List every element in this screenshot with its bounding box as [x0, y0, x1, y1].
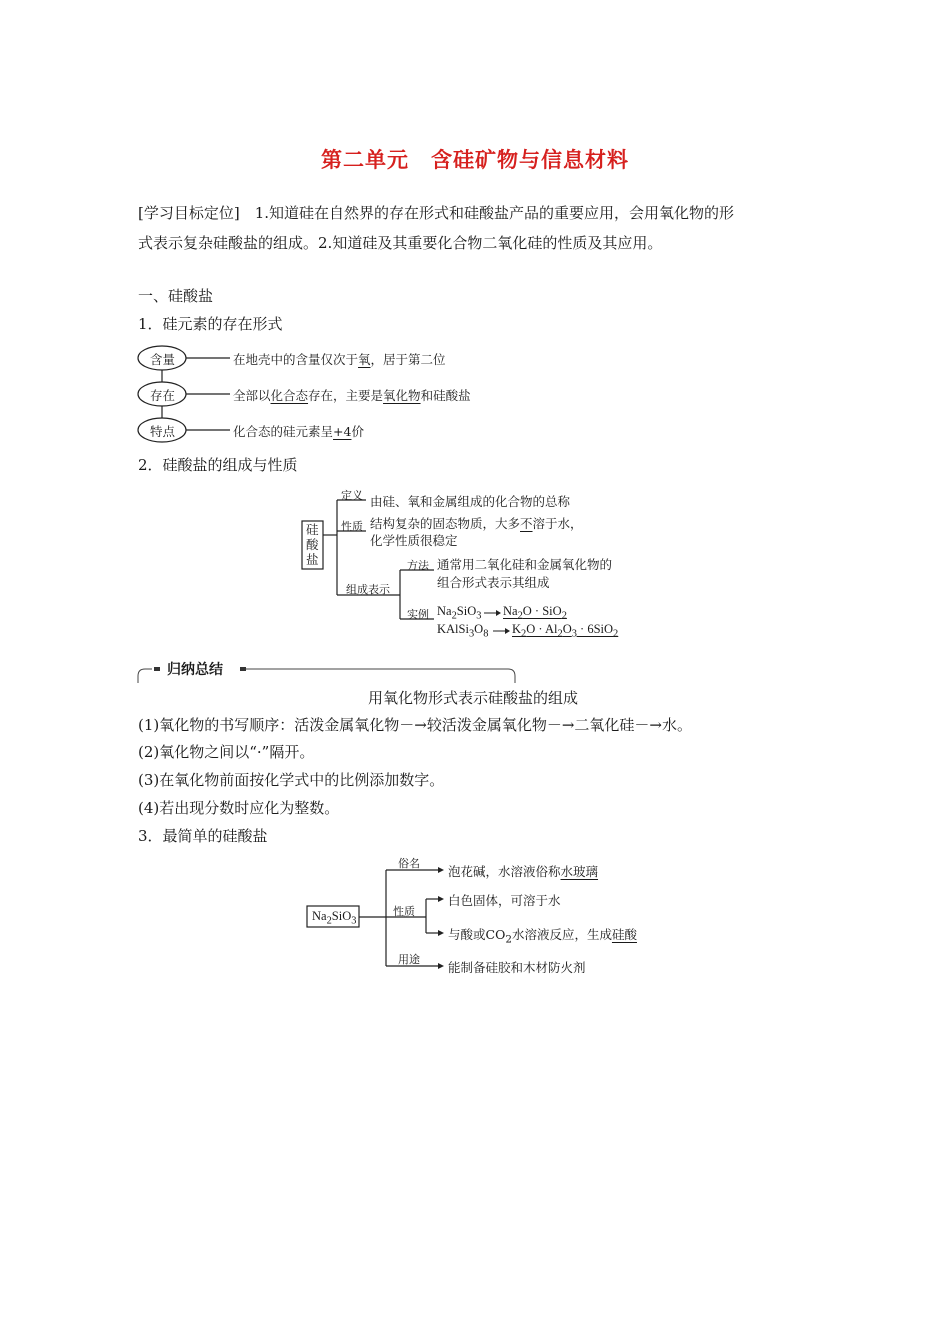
summary-item: (4)若出现分数时应化为整数。 — [138, 799, 340, 817]
node-feature: 特点 — [150, 424, 176, 439]
common-name-text: 泡花碱，水溶液俗称水玻璃 — [448, 864, 599, 879]
content-text: 在地壳中的含量仅次于氧，居于第二位 — [233, 352, 446, 367]
definition-text: 由硅、氧和金属组成的化合物的总称 — [370, 494, 571, 509]
section-heading: 一、硅酸盐 — [138, 287, 214, 305]
composition-label: 组成表示 — [346, 583, 390, 596]
property-1: 白色固体，可溶于水 — [448, 893, 561, 908]
objectives-label: [学习目标定位] — [138, 204, 240, 222]
summary-item: (2)氧化物之间以“·”隔开。 — [138, 743, 315, 761]
example-formula-2: $KAlSi_3O_8$ — [437, 622, 489, 640]
use-label: 用途 — [398, 953, 420, 966]
definition-label: 定义 — [341, 489, 363, 502]
objectives-line2: 式表示复杂硅酸盐的组成。2.知道硅及其重要化合物二氧化硅的性质及其应用。 — [138, 234, 663, 252]
example-formula-1: $Na_2SiO_3$ — [437, 604, 482, 622]
property-2: 与酸或$CO_2$水溶液反应，生成硅酸 — [448, 927, 637, 946]
summary-item: (3)在氧化物前面按化学式中的比例添加数字。 — [138, 771, 445, 789]
node-content: 含量 — [150, 352, 176, 367]
property-text-2: 化学性质很稳定 — [370, 533, 458, 548]
node-existence: 存在 — [150, 388, 176, 403]
feature-text: 化合态的硅元素呈+4价 — [233, 424, 364, 439]
use-text: 能制备硅胶和木材防火剂 — [448, 960, 586, 975]
method-text-2: 组合形式表示其组成 — [437, 575, 550, 590]
property-label: 性质 — [341, 520, 363, 533]
summary-heading: 用氧化物形式表示硅酸盐的组成 — [368, 689, 579, 707]
existence-text: 全部以化合态存在，主要是氧化物和硅酸盐 — [233, 388, 471, 403]
subsection-heading-1: 1．硅元素的存在形式 — [138, 315, 283, 333]
property-text: 结构复杂的固态物质，大多不溶于水， — [370, 516, 583, 531]
example-oxide-2: $K_2O \cdot Al_2O_3 \cdot 6SiO_2$ — [512, 622, 619, 640]
summary-item: (1)氧化物的书写顺序：活泼金属氧化物－→较活泼金属氧化物－→二氧化硅－→水。 — [138, 716, 692, 734]
summary-badge: 归纳总结 — [167, 662, 223, 678]
method-label: 方法 — [407, 559, 429, 572]
subsection-heading-2: 2．硅酸盐的组成与性质 — [138, 456, 298, 474]
objectives-line1: [学习目标定位] 1.知道硅在自然界的存在形式和硅酸盐产品的重要应用，会用氧化物的形 — [138, 204, 735, 222]
common-name-label: 俗名 — [398, 857, 420, 870]
method-text: 通常用二氧化硅和金属氧化物的 — [437, 557, 613, 572]
example-oxide-1: $Na_2O \cdot SiO_2$ — [503, 604, 567, 622]
silicate-root: 硅酸盐 — [306, 522, 319, 567]
page-title: 第二单元 含硅矿物与信息材料 — [321, 148, 629, 172]
subsection-heading-3: 3．最简单的硅酸盐 — [138, 827, 268, 845]
sodium-silicate-formula: $Na_2SiO_3$ — [312, 909, 357, 927]
example-label: 实例 — [407, 608, 429, 621]
properties-label: 性质 — [393, 905, 415, 918]
